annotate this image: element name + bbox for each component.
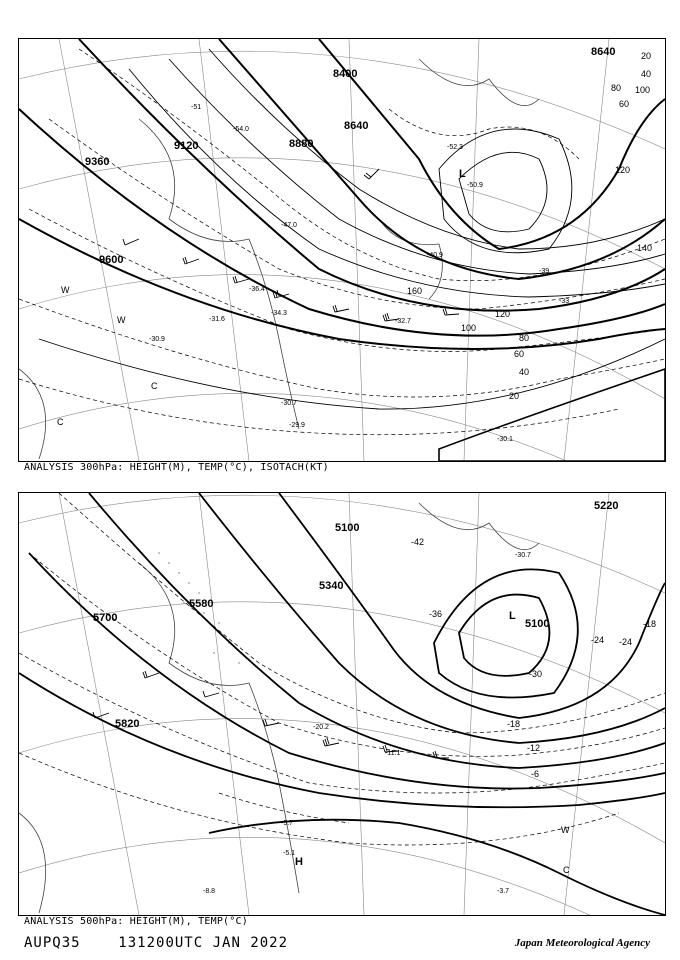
temp-label: -42	[411, 537, 425, 547]
isotach-label: 120	[615, 165, 631, 175]
upper-grid	[19, 39, 665, 461]
isotach-label: 120	[495, 309, 511, 319]
temp-label: -12	[527, 743, 541, 753]
temp-label: -5.1	[283, 850, 296, 857]
isotach-label: 80	[611, 83, 622, 93]
temp-label: -5.7	[281, 820, 294, 827]
temp-label: -36.4	[249, 286, 265, 293]
height-label: 9600	[99, 254, 124, 266]
isotach-label: 100	[635, 85, 651, 95]
temp-label: -24	[619, 637, 633, 647]
high-pressure-marker: H	[295, 856, 303, 868]
isotach-label: 40	[519, 367, 530, 377]
height-label: 5340	[319, 580, 344, 592]
isotach-label: 40	[641, 69, 652, 79]
height-label: 8400	[333, 68, 358, 80]
lower-height-contours	[19, 493, 665, 915]
height-label: 5820	[115, 718, 140, 730]
temp-label: -39	[539, 268, 550, 275]
lower-panel-caption: ANALYSIS 500hPa: HEIGHT(M), TEMP(°C)	[24, 916, 248, 927]
temp-label: -31.6	[209, 316, 225, 323]
height-label: 8640	[591, 46, 616, 58]
temp-label: -8.8	[203, 888, 216, 895]
lower-map-canvas	[19, 493, 665, 915]
height-label: 5220	[594, 500, 619, 512]
height-label: 5580	[189, 598, 214, 610]
temp-label: -11.1	[385, 750, 401, 757]
lower-grid	[19, 493, 665, 915]
height-label: 5100	[335, 522, 360, 534]
temp-label: -34.3	[271, 310, 287, 317]
cold-center-marker: C	[57, 417, 64, 427]
height-label: 5100	[525, 618, 550, 630]
temp-label: -33	[559, 298, 570, 305]
chart-identifier	[24, 935, 288, 951]
temp-label: -18	[643, 619, 657, 629]
temp-label: -30.9	[149, 336, 165, 343]
temp-label: -47.0	[281, 222, 297, 229]
isotach-label: 80	[519, 333, 530, 343]
isotach-label: 20	[509, 391, 520, 401]
upper-isotherms	[19, 49, 665, 435]
low-pressure-marker: L	[459, 168, 466, 180]
upper-panel-caption: ANALYSIS 300hPa: HEIGHT(M), TEMP(°C), ISOTACH(KT)	[24, 462, 329, 473]
isotach-label: 60	[514, 349, 525, 359]
temp-label: -51	[191, 104, 202, 111]
upper-map-canvas	[19, 39, 665, 461]
height-label: 9360	[85, 156, 110, 168]
isotach-label: 160	[407, 286, 423, 296]
warm-center-marker: W	[117, 315, 126, 325]
temp-label: -30.1	[497, 436, 513, 443]
height-label: 5700	[93, 612, 118, 624]
height-label: 8640	[344, 120, 369, 132]
temp-label: -20.2	[313, 724, 329, 731]
cold-center-marker: C	[151, 381, 158, 391]
isotach-label: 100	[461, 323, 477, 333]
lower-wind-barbs	[93, 671, 449, 758]
temp-label: -54.0	[233, 126, 249, 133]
temp-label: -18	[507, 719, 521, 729]
low-pressure-marker: L	[509, 610, 516, 622]
cold-center-marker: C	[563, 865, 570, 875]
temp-label: -52.3	[447, 144, 463, 151]
agency-credit: Japan Meteorological Agency	[514, 937, 650, 949]
temp-label: -32.7	[395, 318, 411, 325]
temp-label: -40.9	[427, 252, 443, 259]
temp-label: -30	[529, 669, 543, 679]
temp-label: -30.7	[515, 552, 531, 559]
lower-map-panel	[18, 492, 666, 916]
warm-center-marker: W	[61, 285, 70, 295]
upper-jet-core	[439, 369, 665, 461]
temp-label: -3.7	[497, 888, 510, 895]
upper-map-panel	[18, 38, 666, 462]
upper-isotachs	[39, 49, 665, 409]
chart-code: AUPQ35	[24, 935, 81, 951]
temp-label: -24	[591, 635, 605, 645]
warm-center-marker: W	[561, 825, 570, 835]
temp-label: -50.9	[467, 182, 483, 189]
temp-label: -36	[429, 609, 443, 619]
lower-coastline	[19, 503, 539, 913]
temp-label: -6	[531, 769, 540, 779]
height-label: 8880	[289, 138, 314, 150]
isotach-label: 60	[619, 99, 630, 109]
height-label: 9120	[174, 140, 199, 152]
temp-label: -29.9	[289, 422, 305, 429]
temp-label: -30.7	[281, 400, 297, 407]
isotach-label: 140	[637, 243, 653, 253]
isotach-label: 20	[641, 51, 652, 61]
valid-time: 131200UTC JAN 2022	[118, 935, 289, 951]
